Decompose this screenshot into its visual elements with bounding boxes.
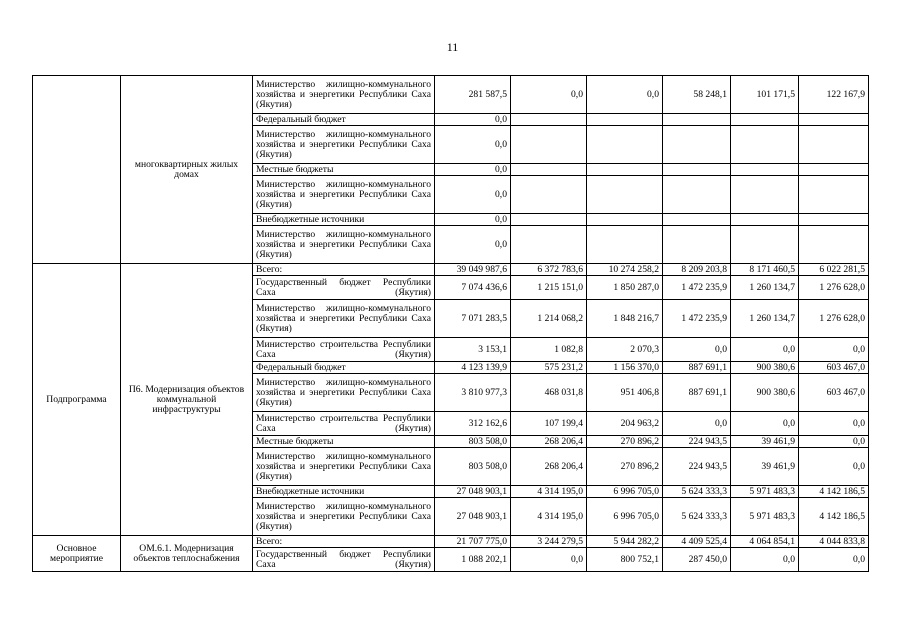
funding-source-cell: Министерство жилищно-коммунального хозяйства и энергетики Республики Саха (Якутия) (253, 226, 435, 264)
amount-cell: 0,0 (587, 76, 663, 114)
amount-cell: 5 624 333,3 (663, 498, 731, 536)
table-row (33, 536, 869, 548)
funding-source-cell: Министерство жилищно-коммунального хозяйства и энергетики Республики Саха (Якутия) (253, 176, 435, 214)
amount-cell: 39 461,9 (731, 436, 799, 448)
amount-cell: 224 943,5 (663, 436, 731, 448)
amount-cell: 0,0 (731, 412, 799, 436)
amount-cell: 3 153,1 (435, 338, 511, 362)
amount-cell: 7 074 436,6 (435, 276, 511, 300)
amount-cell: 122 167,9 (799, 76, 869, 114)
amount-cell: 4 409 525,4 (663, 536, 731, 548)
amount-cell (731, 214, 799, 226)
budget-table-body (33, 76, 869, 572)
amount-cell (511, 214, 587, 226)
amount-cell (731, 176, 799, 214)
amount-cell: 4 044 833,8 (799, 536, 869, 548)
amount-cell (799, 114, 869, 126)
funding-source-cell: Министерство жилищно-коммунального хозяйства и энергетики Республики Саха (Якутия) (253, 448, 435, 486)
amount-cell (587, 164, 663, 176)
amount-cell: 107 199,4 (511, 412, 587, 436)
amount-cell (587, 176, 663, 214)
amount-cell (799, 176, 869, 214)
funding-source-cell: Местные бюджеты (253, 164, 435, 176)
amount-cell: 39 461,9 (731, 448, 799, 486)
amount-cell (731, 226, 799, 264)
amount-cell: 1 214 068,2 (511, 300, 587, 338)
amount-cell (587, 114, 663, 126)
amount-cell (799, 226, 869, 264)
amount-cell: 5 944 282,2 (587, 536, 663, 548)
amount-cell: 287 450,0 (663, 548, 731, 572)
amount-cell: 951 406,8 (587, 374, 663, 412)
amount-cell: 39 049 987,6 (435, 264, 511, 276)
amount-cell: 1 276 628,0 (799, 276, 869, 300)
funding-source-cell: Всего: (253, 264, 435, 276)
amount-cell: 468 031,8 (511, 374, 587, 412)
amount-cell: 1 260 134,7 (731, 276, 799, 300)
amount-cell: 803 508,0 (435, 436, 511, 448)
amount-cell: 0,0 (799, 436, 869, 448)
amount-cell: 3 810 977,3 (435, 374, 511, 412)
funding-source-cell: Внебюджетные источники (253, 486, 435, 498)
amount-cell: 7 071 283,5 (435, 300, 511, 338)
funding-source-cell: Государственный бюджет Республики Саха (Якутия) (253, 548, 435, 572)
amount-cell: 3 244 279,5 (511, 536, 587, 548)
amount-cell: 8 209 203,8 (663, 264, 731, 276)
amount-cell: 0,0 (435, 226, 511, 264)
amount-cell: 900 380,6 (731, 374, 799, 412)
amount-cell: 900 380,6 (731, 362, 799, 374)
amount-cell: 0,0 (435, 214, 511, 226)
amount-cell: 6 996 705,0 (587, 486, 663, 498)
amount-cell: 0,0 (511, 76, 587, 114)
amount-cell: 6 372 783,6 (511, 264, 587, 276)
amount-cell: 1 156 370,0 (587, 362, 663, 374)
amount-cell: 0,0 (799, 412, 869, 436)
amount-cell: 4 142 186,5 (799, 486, 869, 498)
category-cell (33, 76, 121, 264)
amount-cell: 1 472 235,9 (663, 276, 731, 300)
table-row (33, 76, 869, 114)
amount-cell (731, 114, 799, 126)
program-name-cell: П6. Модернизация объектов коммунальной инфраструктуры (121, 264, 253, 536)
funding-source-cell: Министерство жилищно-коммунального хозяйства и энергетики Республики Саха (Якутия) (253, 374, 435, 412)
amount-cell: 0,0 (435, 126, 511, 164)
funding-source-cell: Внебюджетные источники (253, 214, 435, 226)
amount-cell (799, 164, 869, 176)
amount-cell: 2 070,3 (587, 338, 663, 362)
funding-source-cell: Министерство жилищно-коммунального хозяйства и энергетики Республики Саха (Якутия) (253, 76, 435, 114)
amount-cell: 8 171 460,5 (731, 264, 799, 276)
program-name-cell: многоквартирных жилых домах (121, 76, 253, 264)
amount-cell (663, 214, 731, 226)
funding-source-cell: Министерство жилищно-коммунального хозяйства и энергетики Республики Саха (Якутия) (253, 300, 435, 338)
amount-cell: 0,0 (799, 338, 869, 362)
amount-cell: 603 467,0 (799, 362, 869, 374)
funding-source-cell: Министерство жилищно-коммунального хозяйства и энергетики Республики Саха (Якутия) (253, 498, 435, 536)
amount-cell: 1 215 151,0 (511, 276, 587, 300)
amount-cell: 0,0 (435, 114, 511, 126)
amount-cell: 800 752,1 (587, 548, 663, 572)
amount-cell: 803 508,0 (435, 448, 511, 486)
amount-cell: 270 896,2 (587, 448, 663, 486)
amount-cell: 0,0 (799, 548, 869, 572)
amount-cell (799, 214, 869, 226)
amount-cell: 6 996 705,0 (587, 498, 663, 536)
amount-cell: 27 048 903,1 (435, 498, 511, 536)
funding-source-cell: Федеральный бюджет (253, 114, 435, 126)
amount-cell: 5 971 483,3 (731, 486, 799, 498)
amount-cell: 270 896,2 (587, 436, 663, 448)
amount-cell: 4 314 195,0 (511, 498, 587, 536)
amount-cell (587, 226, 663, 264)
amount-cell: 1 088 202,1 (435, 548, 511, 572)
amount-cell: 312 162,6 (435, 412, 511, 436)
amount-cell: 1 276 628,0 (799, 300, 869, 338)
amount-cell: 27 048 903,1 (435, 486, 511, 498)
amount-cell: 1 848 216,7 (587, 300, 663, 338)
funding-source-cell: Министерство строительства Республики Саха (Якутия) (253, 338, 435, 362)
amount-cell: 0,0 (731, 338, 799, 362)
amount-cell (511, 126, 587, 164)
amount-cell (663, 164, 731, 176)
funding-source-cell: Министерство жилищно-коммунального хозяйства и энергетики Республики Саха (Якутия) (253, 126, 435, 164)
amount-cell: 1 850 287,0 (587, 276, 663, 300)
amount-cell (799, 126, 869, 164)
amount-cell (663, 176, 731, 214)
amount-cell: 575 231,2 (511, 362, 587, 374)
amount-cell: 1 260 134,7 (731, 300, 799, 338)
category-cell: Основное мероприятие (33, 536, 121, 572)
amount-cell: 268 206,4 (511, 436, 587, 448)
funding-source-cell: Федеральный бюджет (253, 362, 435, 374)
amount-cell (731, 126, 799, 164)
category-cell: Подпрограмма (33, 264, 121, 536)
amount-cell: 21 707 775,0 (435, 536, 511, 548)
amount-cell: 204 963,2 (587, 412, 663, 436)
amount-cell (511, 176, 587, 214)
amount-cell: 4 142 186,5 (799, 498, 869, 536)
amount-cell (663, 226, 731, 264)
amount-cell: 1 082,8 (511, 338, 587, 362)
amount-cell: 0,0 (799, 448, 869, 486)
amount-cell (587, 126, 663, 164)
amount-cell: 887 691,1 (663, 374, 731, 412)
amount-cell (511, 226, 587, 264)
page-number: 11 (446, 40, 459, 54)
amount-cell: 58 248,1 (663, 76, 731, 114)
amount-cell: 101 171,5 (731, 76, 799, 114)
amount-cell: 6 022 281,5 (799, 264, 869, 276)
amount-cell (587, 214, 663, 226)
amount-cell: 5 624 333,3 (663, 486, 731, 498)
amount-cell: 10 274 258,2 (587, 264, 663, 276)
amount-cell: 4 123 139,9 (435, 362, 511, 374)
amount-cell: 0,0 (663, 338, 731, 362)
amount-cell (511, 114, 587, 126)
funding-source-cell: Государственный бюджет Республики Саха (Якутия) (253, 276, 435, 300)
amount-cell: 224 943,5 (663, 448, 731, 486)
amount-cell (731, 164, 799, 176)
funding-source-cell: Местные бюджеты (253, 436, 435, 448)
amount-cell: 268 206,4 (511, 448, 587, 486)
amount-cell: 4 314 195,0 (511, 486, 587, 498)
amount-cell: 281 587,5 (435, 76, 511, 114)
amount-cell: 603 467,0 (799, 374, 869, 412)
amount-cell (663, 114, 731, 126)
funding-source-cell: Министерство строительства Республики Саха (Якутия) (253, 412, 435, 436)
amount-cell: 5 971 483,3 (731, 498, 799, 536)
amount-cell: 0,0 (663, 412, 731, 436)
amount-cell: 0,0 (731, 548, 799, 572)
amount-cell: 0,0 (435, 164, 511, 176)
amount-cell: 1 472 235,9 (663, 300, 731, 338)
amount-cell: 887 691,1 (663, 362, 731, 374)
funding-source-cell: Всего: (253, 536, 435, 548)
amount-cell (663, 126, 731, 164)
program-name-cell: ОМ.6.1. Модернизация объектов теплоснабжения (121, 536, 253, 572)
amount-cell: 0,0 (511, 548, 587, 572)
amount-cell: 0,0 (435, 176, 511, 214)
table-row (33, 264, 869, 276)
amount-cell (511, 164, 587, 176)
budget-table (32, 75, 869, 572)
amount-cell: 4 064 854,1 (731, 536, 799, 548)
